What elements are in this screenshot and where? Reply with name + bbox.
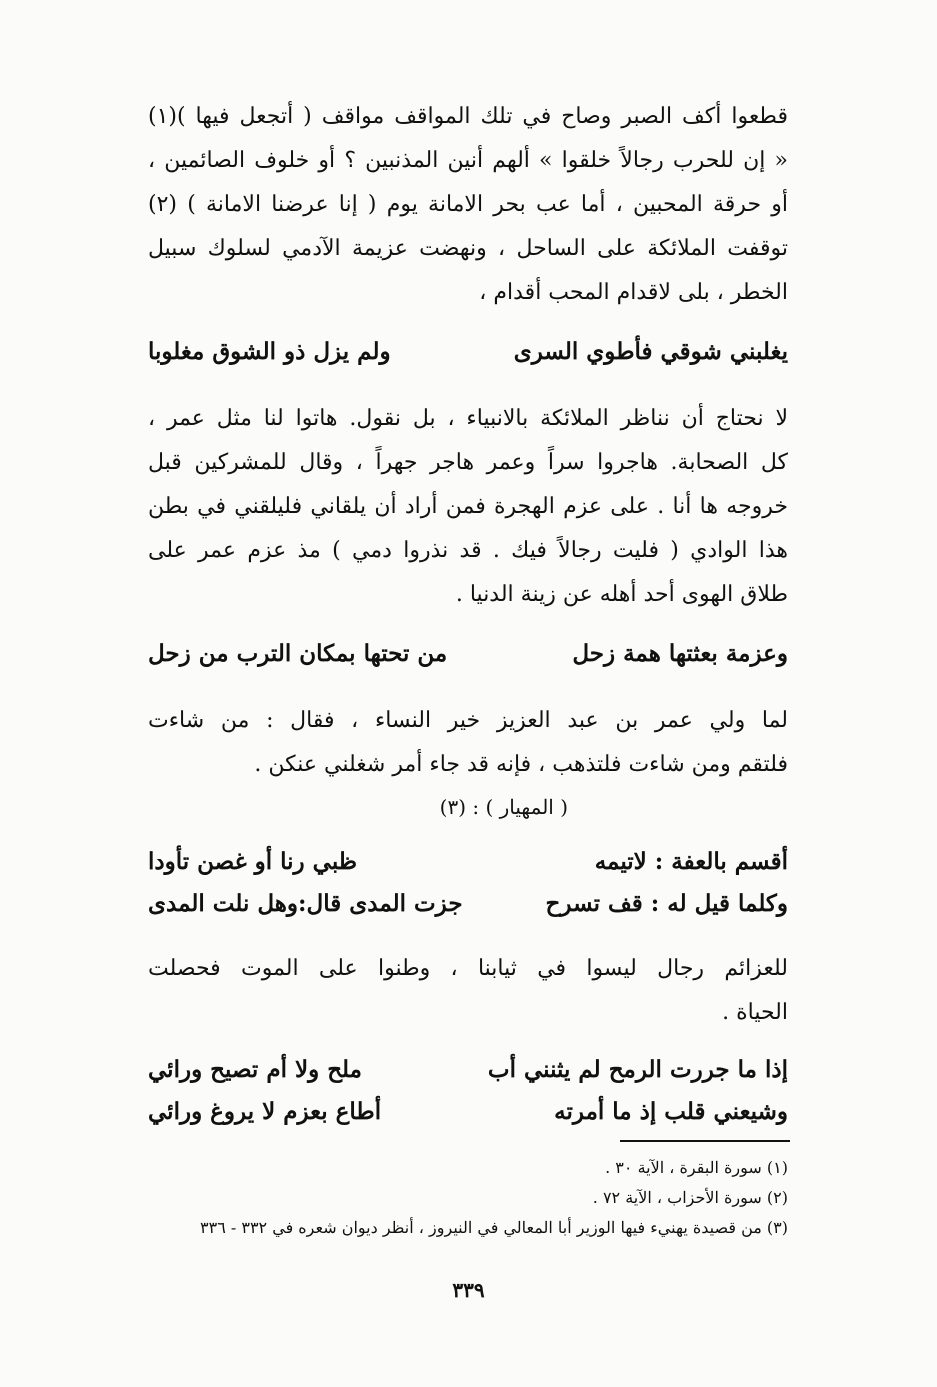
footnotes: [148, 1153, 788, 1243]
text-line: لا نحتاج أن نناظر الملائكة بالانبياء ، بل نقول. هاتوا لنا مثل عمر ،: [148, 406, 788, 431]
text-line: « إن للحرب رجالاً خلقوا » ألهم أنين المذنبين ؟ أو خلوف الصائمين ،: [148, 148, 788, 173]
paragraph-1: [148, 95, 788, 315]
text-line: الحياة .: [722, 1000, 788, 1025]
verse-hemistich: يغلبني شوقي فأطوي السرى: [513, 338, 788, 365]
text-line: خروجه ها أنا . على عزم الهجرة فمن أراد أن يلقاني فليلقني في بطن: [148, 494, 788, 519]
verse-hemistich: أقسم بالعفة : لاتيمه: [594, 848, 788, 875]
footnote-3: (٣) من قصيدة يهنيء فيها الوزير أبا المعالي في النيروز ، أنظر ديوان شعره في ٣٣٢ - ٣٣٦: [200, 1218, 788, 1237]
text-line: قطعوا أكف الصبر وصاح في تلك المواقف مواقف ( أتجعل فيها )(١): [148, 104, 788, 129]
verse-hemistich: ملح ولا أم تصيح ورائي: [148, 1056, 362, 1083]
text-line: أو حرقة المحبين ، أما عب بحر الامانة يوم ( إنا عرضنا الامانة ) (٢): [148, 192, 788, 217]
verse-hemistich: وكلما قيل له : قف تسرح: [545, 890, 788, 917]
poet-reference: ( المهيار ) : (٣): [439, 795, 568, 819]
text-line: كل الصحابة. هاجروا سراً وعمر هاجر جهراً ، وقال للمشركين قبل: [148, 450, 788, 475]
verse-3-line-1: [148, 841, 788, 883]
verse-2: [148, 631, 788, 677]
text-line: توقفت الملائكة على الساحل ، ونهضت عزيمة الآدمي لسلوك سبيل: [148, 236, 788, 261]
verse-3-line-2: [148, 883, 788, 925]
footnote-2: (٢) سورة الأحزاب ، الآية ٧٢ .: [592, 1188, 788, 1207]
verse-1: [148, 329, 788, 375]
text-line: طلاق الهوى أحد أهله عن زينة الدنيا .: [455, 582, 788, 607]
paragraph-2: [148, 397, 788, 617]
verse-hemistich: من تحتها بمكان الترب من زحل: [148, 640, 448, 667]
text-line: فلتقم ومن شاءت فلتذهب ، فإنه قد جاء أمر شغلني عنكن .: [254, 752, 788, 777]
verse-hemistich: ظبي رنا أو غصن تأودا: [148, 848, 358, 875]
verse-hemistich: جزت المدى قال:وهل نلت المدى: [148, 890, 463, 917]
verse-hemistich: أطاع بعزم لا يروغ ورائي: [148, 1098, 382, 1125]
paragraph-3: [148, 699, 788, 787]
verse-hemistich: ولم يزل ذو الشوق مغلوبا: [148, 338, 391, 365]
text-line: الخطر ، بلى لاقدام المحب أقدام ،: [479, 280, 788, 305]
verse-4-line-2: [148, 1091, 788, 1133]
verse-hemistich: وعزمة بعثتها همة زحل: [572, 640, 788, 667]
page-body: [148, 95, 788, 1133]
verse-hemistich: وشيعني قلب إذ ما أمرته: [554, 1098, 788, 1125]
footnote-divider: [620, 1140, 790, 1142]
text-line: هذا الوادي ( فليت رجالاً فيك . قد نذروا دمي ) مذ عزم عمر على: [148, 538, 788, 563]
text-line: للعزائم رجال ليسوا في ثيابنا ، وطنوا على الموت فحصلت: [148, 956, 788, 981]
verse-hemistich: إذا ما جررت الرمح لم يثنني أب: [487, 1056, 788, 1083]
verse-4-line-1: [148, 1049, 788, 1091]
text-line: لما ولي عمر بن عبد العزيز خير النساء ، فقال : من شاءت: [148, 708, 788, 733]
page-number: ٣٣٩: [452, 1278, 485, 1302]
paragraph-4: [148, 947, 788, 1035]
footnote-1: (١) سورة البقرة ، الآية ٣٠ .: [605, 1158, 788, 1177]
